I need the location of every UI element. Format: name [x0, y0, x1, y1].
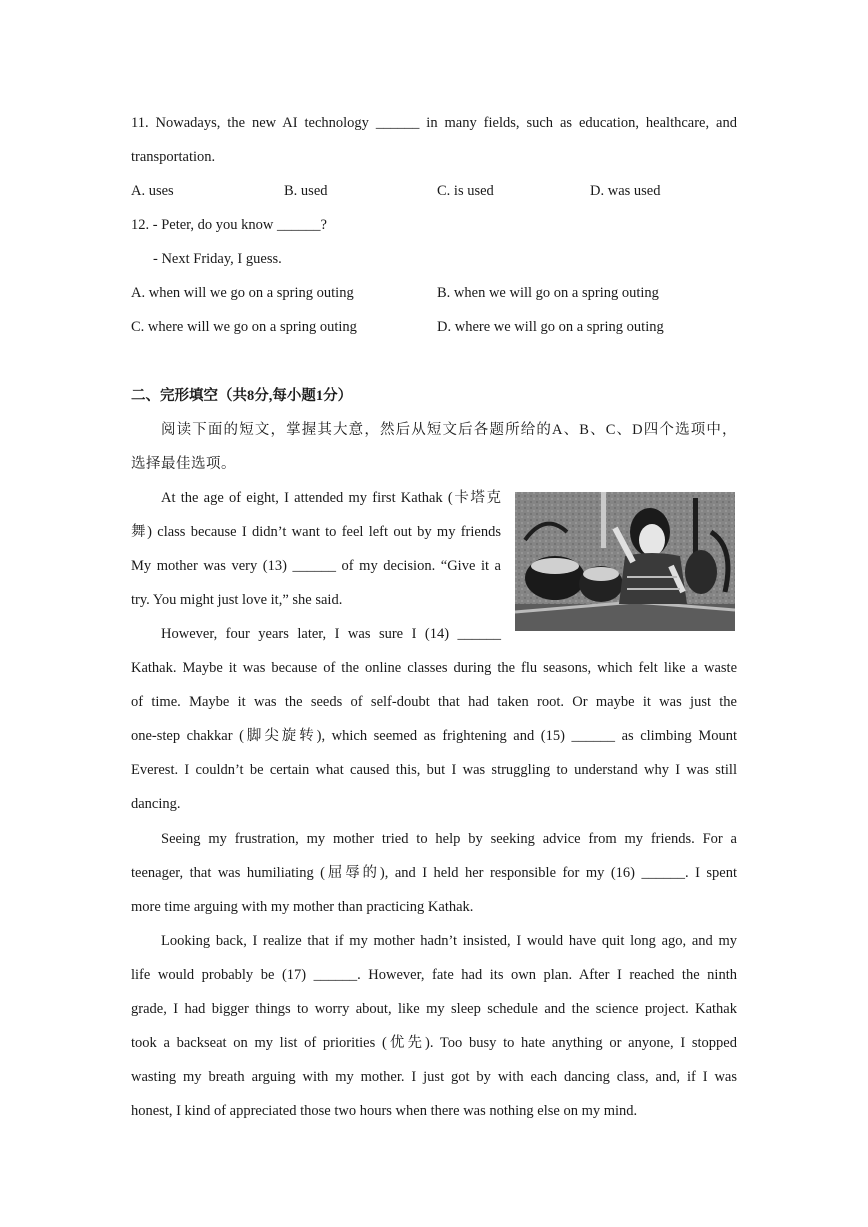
passage-line: life would probably be (17) ______. However, fate had its own plan. After I reached the ninth: [131, 967, 737, 983]
q12-option-b: B. when we will go on a spring outing: [437, 285, 659, 301]
passage-line: My mother was very (13) ______ of my decision. “Give it a: [131, 558, 501, 574]
passage-line: Seeing my frustration, my mother tried to help by seeking advice from my friends. For a: [161, 831, 737, 847]
passage-line: Kathak. Maybe it was because of the online classes during the flu seasons, which felt like a waste: [131, 660, 737, 676]
passage-line: grade, I had bigger things to worry about, like my sleep schedule and the science project. Kathak: [131, 1001, 737, 1017]
passage-line: took a backseat on my list of priorities (优先). Too busy to hate anything or anyone, I stopped: [131, 1035, 737, 1051]
passage-line: Looking back, I realize that if my mother hadn’t insisted, I would have quit long ago, and my: [161, 933, 737, 949]
q11-stem-line2: transportation.: [131, 149, 216, 165]
section-instruction-line2: 选择最佳选项。: [131, 456, 236, 472]
passage-line: 舞) class because I didn’t want to feel left out by my friends: [131, 524, 501, 540]
q12-option-d: D. where we will go on a spring outing: [437, 319, 664, 335]
q12-reply: - Next Friday, I guess.: [153, 251, 282, 267]
passage-line: try. You might just love it,” she said.: [131, 592, 343, 608]
q12-stem: 12. - Peter, do you know ______?: [131, 217, 327, 233]
passage-line: Everest. I couldn’t be certain what caused this, but I was struggling to understand why I was still: [131, 762, 737, 778]
q11-option-d: D. was used: [590, 183, 661, 199]
passage-line: wasting my breath arguing with my mother. I just got by with each dancing class, and, if I was: [131, 1069, 737, 1085]
q11-option-a: A. uses: [131, 183, 174, 199]
q11-option-c: C. is used: [437, 183, 494, 199]
passage-line: of time. Maybe it was the seeds of self-doubt that had taken root. Or maybe it was just the: [131, 694, 737, 710]
passage-line: teenager, that was humiliating (屈辱的), and I held her responsible for my (16) ______. I spent: [131, 865, 737, 881]
kathak-dancer-illustration: [515, 492, 735, 631]
section-heading: 二、完形填空（共8分,每小题1分）: [131, 388, 353, 404]
passage-line: one-step chakkar (脚尖旋转), which seemed as frightening and (15) ______ as climbing Mount: [131, 728, 737, 744]
q11-stem-line1: 11. Nowadays, the new AI technology ______ in many fields, such as education, healthcare, and: [131, 115, 737, 131]
passage-line: honest, I kind of appreciated those two hours when there was nothing else on my mind.: [131, 1103, 638, 1119]
q12-option-c: C. where will we go on a spring outing: [131, 319, 357, 335]
section-instruction-line1: 阅读下面的短文，掌握其大意，然后从短文后各题所给的A、B、C、D四个选项中，: [161, 422, 737, 438]
passage-line: more time arguing with my mother than practicing Kathak.: [131, 899, 474, 915]
passage-line: dancing.: [131, 796, 181, 812]
q12-option-a: A. when will we go on a spring outing: [131, 285, 354, 301]
q11-option-b: B. used: [284, 183, 328, 199]
passage-line: At the age of eight, I attended my first Kathak (卡塔克: [161, 490, 501, 506]
passage-line: However, four years later, I was sure I (14) ______: [161, 626, 501, 642]
